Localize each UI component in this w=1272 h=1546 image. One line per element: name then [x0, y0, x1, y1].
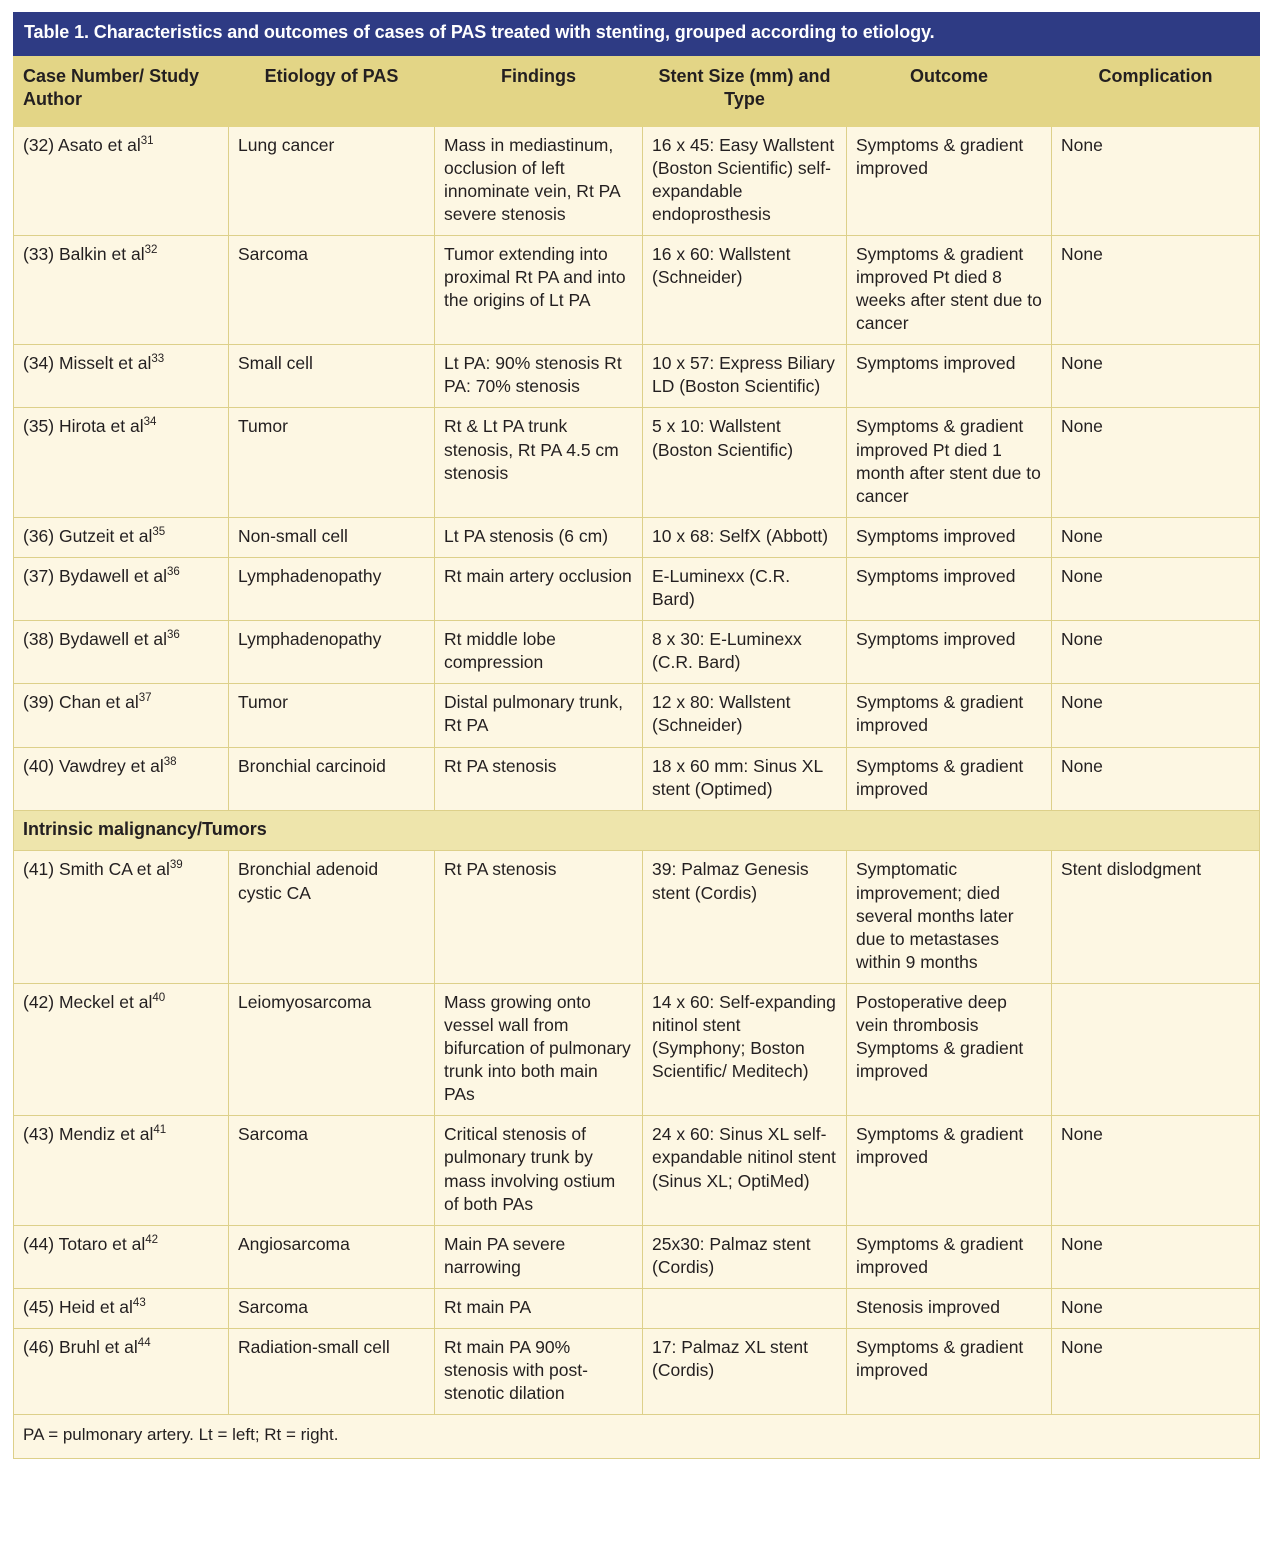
cell-stent-size-and-type: 16 x 60: Wallstent (Schneider) — [643, 235, 847, 344]
cell-complication: None — [1052, 1288, 1260, 1328]
cell-etiology: Lung cancer — [229, 126, 435, 235]
cell-stent-size-and-type — [643, 1288, 847, 1328]
cell-complication: None — [1052, 517, 1260, 557]
cell-case-number-study-author: (44) Totaro et $al^{42}$ — [14, 1225, 229, 1288]
pas-characteristics-table — [13, 12, 1260, 1459]
table-row — [14, 621, 1260, 684]
reference-superscript: 41 — [153, 1124, 167, 1137]
cell-findings: Rt main artery occlusion — [435, 557, 643, 620]
table-footnote: PA = pulmonary artery. Lt = left; Rt = right. — [14, 1415, 1260, 1458]
cell-complication: None — [1052, 408, 1260, 517]
cell-outcome: Symptoms & gradient improved — [847, 1225, 1052, 1288]
cell-etiology: Angiosarcoma — [229, 1225, 435, 1288]
cell-findings: Critical stenosis of pulmonary trunk by mass involving ostium of both PAs — [435, 1116, 643, 1225]
cell-complication: None — [1052, 1225, 1260, 1288]
column-header-case-line1: Case Number/ — [23, 65, 145, 86]
cell-case-number-study-author: (41) Smith CA et $al^{39}$ — [14, 851, 229, 983]
column-header-outcome: Outcome — [847, 55, 1052, 126]
cell-etiology: Bronchial carcinoid — [229, 747, 435, 810]
reference-superscript: 34 — [143, 416, 157, 429]
cell-complication: None — [1052, 684, 1260, 747]
cell-complication — [1052, 983, 1260, 1115]
table-row — [14, 851, 1260, 983]
cell-etiology: Tumor — [229, 408, 435, 517]
cell-findings: Tumor extending into proximal Rt PA and into the origins of Lt PA — [435, 235, 643, 344]
reference-superscript: 42 — [145, 1233, 159, 1246]
reference-superscript: 35 — [152, 526, 166, 539]
cell-etiology: Lymphadenopathy — [229, 557, 435, 620]
reference-superscript: 37 — [138, 692, 152, 705]
cell-stent-size-and-type: 14 x 60: Self-expanding nitinol stent (Symphony; Boston Scientific/ Meditech) — [643, 983, 847, 1115]
cell-outcome: Symptoms & gradient improved — [847, 747, 1052, 810]
cell-case-number-study-author: (37) Bydawell et $al^{36}$ — [14, 557, 229, 620]
cell-stent-size-and-type: 12 x 80: Wallstent (Schneider) — [643, 684, 847, 747]
cell-stent-size-and-type: 18 x 60 mm: Sinus XL stent (Optimed) — [643, 747, 847, 810]
cell-case-number-study-author: (34) Misselt et $al^{33}$ — [14, 345, 229, 408]
section-heading: Intrinsic malignancy/Tumors — [14, 810, 1260, 851]
cell-etiology: Non-small cell — [229, 517, 435, 557]
cell-complication: None — [1052, 345, 1260, 408]
cell-complication: None — [1052, 621, 1260, 684]
cell-case-number-study-author: (40) Vawdrey et $al^{38}$ — [14, 747, 229, 810]
section-heading-row — [14, 810, 1260, 851]
cell-findings: Rt middle lobe compression — [435, 621, 643, 684]
cell-outcome: Symptoms & gradient improved — [847, 1329, 1052, 1415]
table-title: Table 1. Characteristics and outcomes of cases of PAS treated with stenting, grouped according to etiology. — [14, 13, 1260, 56]
cell-complication: Stent dislodgment — [1052, 851, 1260, 983]
column-header-stent-line2: and Type — [724, 65, 831, 110]
cell-outcome: Symptomatic improvement; died several months later due to metastases within 9 months — [847, 851, 1052, 983]
cell-case-number-study-author: (39) Chan et $al^{37}$ — [14, 684, 229, 747]
table-row — [14, 1329, 1260, 1415]
cell-stent-size-and-type: 25x30: Palmaz stent (Cordis) — [643, 1225, 847, 1288]
cell-findings: Rt main PA 90% stenosis with post-stenotic dilation — [435, 1329, 643, 1415]
cell-findings: Distal pulmonary trunk, Rt PA — [435, 684, 643, 747]
cell-complication: None — [1052, 126, 1260, 235]
table-row — [14, 126, 1260, 235]
cell-outcome: Symptoms & gradient improved Pt died 8 weeks after stent due to cancer — [847, 235, 1052, 344]
cell-etiology: Lymphadenopathy — [229, 621, 435, 684]
column-header-complication: Complication — [1052, 55, 1260, 126]
cell-outcome: Postoperative deep vein thrombosis Symptoms & gradient improved — [847, 983, 1052, 1115]
table-row — [14, 1116, 1260, 1225]
table-row — [14, 1225, 1260, 1288]
column-header-case-number — [14, 55, 229, 126]
cell-findings: Rt PA stenosis — [435, 851, 643, 983]
cell-findings: Lt PA: 90% stenosis Rt PA: 70% stenosis — [435, 345, 643, 408]
cell-etiology: Tumor — [229, 684, 435, 747]
cell-case-number-study-author: (32) Asato et $al^{31}$ — [14, 126, 229, 235]
column-header-row — [14, 55, 1260, 126]
reference-superscript: 36 — [166, 629, 180, 642]
cell-case-number-study-author: (33) Balkin et $al^{32}$ — [14, 235, 229, 344]
cell-outcome: Symptoms & gradient improved — [847, 126, 1052, 235]
cell-outcome: Symptoms & gradient improved Pt died 1 month after stent due to cancer — [847, 408, 1052, 517]
cell-case-number-study-author: (38) Bydawell et $al^{36}$ — [14, 621, 229, 684]
table-row — [14, 684, 1260, 747]
cell-case-number-study-author: (35) Hirota et $al^{34}$ — [14, 408, 229, 517]
table-row — [14, 345, 1260, 408]
cell-stent-size-and-type: 24 x 60: Sinus XL self-expandable nitinol stent (Sinus XL; OptiMed) — [643, 1116, 847, 1225]
table-row — [14, 1288, 1260, 1328]
cell-findings: Main PA severe narrowing — [435, 1225, 643, 1288]
table-row — [14, 983, 1260, 1115]
column-header-etiology: Etiology of PAS — [229, 55, 435, 126]
table-container — [13, 12, 1259, 1459]
table-title-row — [14, 13, 1260, 56]
table-row — [14, 747, 1260, 810]
cell-case-number-study-author: (43) Mendiz et $al^{41}$ — [14, 1116, 229, 1225]
column-header-stent — [643, 55, 847, 126]
cell-outcome: Symptoms & gradient improved — [847, 1116, 1052, 1225]
cell-stent-size-and-type: 10 x 68: SelfX (Abbott) — [643, 517, 847, 557]
cell-etiology: Leiomyosarcoma — [229, 983, 435, 1115]
reference-superscript: 40 — [152, 992, 166, 1005]
cell-stent-size-and-type: 17: Palmaz XL stent (Cordis) — [643, 1329, 847, 1415]
cell-complication: None — [1052, 747, 1260, 810]
cell-etiology: Radiation-small cell — [229, 1329, 435, 1415]
table-row — [14, 235, 1260, 344]
cell-etiology: Sarcoma — [229, 1116, 435, 1225]
cell-case-number-study-author: (42) Meckel et $al^{40}$ — [14, 983, 229, 1115]
cell-findings: Mass growing onto vessel wall from bifurcation of pulmonary trunk into both main PAs — [435, 983, 643, 1115]
cell-stent-size-and-type: 8 x 30: E-Luminexx (C.R. Bard) — [643, 621, 847, 684]
cell-case-number-study-author: (36) Gutzeit et $al^{35}$ — [14, 517, 229, 557]
cell-outcome: Symptoms improved — [847, 345, 1052, 408]
cell-findings: Mass in mediastinum, occlusion of left innominate vein, Rt PA severe stenosis — [435, 126, 643, 235]
cell-outcome: Symptoms & gradient improved — [847, 684, 1052, 747]
cell-etiology: Small cell — [229, 345, 435, 408]
reference-superscript: 31 — [140, 134, 154, 147]
cell-stent-size-and-type: 39: Palmaz Genesis stent (Cordis) — [643, 851, 847, 983]
reference-superscript: 39 — [169, 859, 183, 872]
cell-stent-size-and-type: 16 x 45: Easy Wallstent (Boston Scientific) self-expandable endoprosthesis — [643, 126, 847, 235]
reference-superscript: 33 — [151, 353, 165, 366]
reference-superscript: 32 — [144, 244, 158, 257]
reference-superscript: 43 — [132, 1297, 146, 1310]
cell-complication: None — [1052, 557, 1260, 620]
reference-superscript: 38 — [163, 755, 177, 768]
cell-stent-size-and-type: 5 x 10: Wallstent (Boston Scientific) — [643, 408, 847, 517]
column-header-case-line2: Study Author — [23, 65, 200, 110]
cell-findings: Rt PA stenosis — [435, 747, 643, 810]
column-header-findings: Findings — [435, 55, 643, 126]
cell-case-number-study-author: (45) Heid et $al^{43}$ — [14, 1288, 229, 1328]
cell-outcome: Symptoms improved — [847, 557, 1052, 620]
cell-etiology: Sarcoma — [229, 235, 435, 344]
cell-etiology: Bronchial adenoid cystic CA — [229, 851, 435, 983]
cell-complication: None — [1052, 235, 1260, 344]
column-header-stent-line1: Stent Size (mm) — [658, 65, 794, 86]
cell-findings: Rt main PA — [435, 1288, 643, 1328]
cell-findings: Lt PA stenosis (6 cm) — [435, 517, 643, 557]
cell-etiology: Sarcoma — [229, 1288, 435, 1328]
cell-complication: None — [1052, 1329, 1260, 1415]
cell-case-number-study-author: (46) Bruhl et $al^{44}$ — [14, 1329, 229, 1415]
cell-outcome: Stenosis improved — [847, 1288, 1052, 1328]
cell-stent-size-and-type: 10 x 57: Express Biliary LD (Boston Scientific) — [643, 345, 847, 408]
table-row — [14, 408, 1260, 517]
reference-superscript: 44 — [137, 1337, 151, 1350]
cell-outcome: Symptoms improved — [847, 621, 1052, 684]
cell-findings: Rt & Lt PA trunk stenosis, Rt PA 4.5 cm stenosis — [435, 408, 643, 517]
cell-stent-size-and-type: E-Luminexx (C.R. Bard) — [643, 557, 847, 620]
table-row — [14, 517, 1260, 557]
cell-complication: None — [1052, 1116, 1260, 1225]
footnote-row — [14, 1415, 1260, 1458]
reference-superscript: 36 — [166, 566, 180, 579]
cell-outcome: Symptoms improved — [847, 517, 1052, 557]
table-row — [14, 557, 1260, 620]
